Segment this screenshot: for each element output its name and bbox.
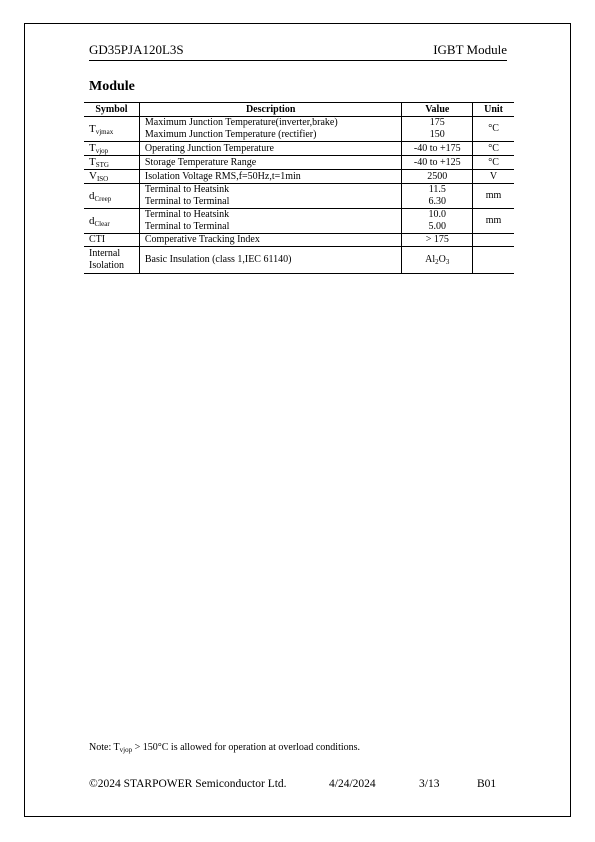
- page-header: [89, 41, 507, 61]
- description-cell: Isolation Voltage RMS,f=50Hz,t=1min: [139, 170, 402, 184]
- table-row: [84, 156, 514, 170]
- description-cell: Basic Insulation (class 1,IEC 61140): [139, 247, 402, 274]
- description-cell: [139, 117, 402, 142]
- symbol-main: V: [89, 170, 97, 182]
- note-subscript: vjop: [119, 746, 133, 754]
- description-cell: [139, 209, 402, 234]
- symbol-main: d: [89, 214, 95, 227]
- unit-cell: °C: [473, 142, 514, 156]
- description-cell: Operating Junction Temperature: [139, 142, 402, 156]
- symbol-line: Isolation: [89, 260, 124, 271]
- col-header-value: Value: [402, 103, 473, 117]
- symbol-cell: [84, 247, 139, 274]
- value-line: 175: [429, 117, 445, 128]
- description-line: Terminal to Heatsink: [144, 184, 230, 195]
- symbol-main: T: [89, 122, 96, 135]
- formula-o: O: [438, 254, 446, 265]
- value-line: 6.30: [428, 196, 447, 207]
- symbol-subscript: STG: [95, 161, 109, 169]
- table-row: [84, 184, 514, 209]
- part-number: GD35PJA120L3S: [89, 42, 184, 57]
- unit-cell: V: [473, 170, 514, 184]
- value-line: 11.5: [428, 184, 446, 195]
- footer-copyright: ©2024 STARPOWER Semiconductor Ltd.: [89, 778, 287, 790]
- description-cell: Storage Temperature Range: [139, 156, 402, 170]
- module-spec-table: [84, 102, 514, 274]
- unit-cell: °C: [473, 156, 514, 170]
- unit-cell: [473, 247, 514, 274]
- description-cell: Comperative Tracking Index: [139, 234, 402, 247]
- table-header-row: [84, 103, 514, 117]
- table-row: [84, 170, 514, 184]
- col-header-symbol: Symbol: [84, 103, 139, 117]
- description-line: Maximum Junction Temperature (rectifier): [144, 129, 317, 140]
- description-line: Terminal to Heatsink: [144, 209, 230, 220]
- table-row: [84, 117, 514, 142]
- description-line: Maximum Junction Temperature(inverter,brake): [144, 117, 338, 128]
- value-cell: -40 to +175: [402, 142, 473, 156]
- formula-sub: 2: [435, 258, 439, 266]
- symbol-subscript: vjmax: [95, 127, 114, 136]
- footer-date: 4/24/2024: [329, 778, 376, 790]
- value-cell: > 175: [402, 234, 473, 247]
- symbol-subscript: vjop: [95, 147, 109, 155]
- value-cell: [402, 184, 473, 209]
- formula-al: Al: [425, 254, 436, 265]
- value-cell: 2500: [402, 170, 473, 184]
- section-title: Module: [89, 79, 135, 94]
- symbol-main: T: [89, 156, 96, 168]
- col-header-unit: Unit: [473, 103, 514, 117]
- description-line: Terminal to Terminal: [144, 196, 230, 207]
- symbol-main: d: [89, 189, 95, 202]
- unit-cell: [473, 234, 514, 247]
- symbol-cell: [84, 170, 139, 184]
- table-row: [84, 209, 514, 234]
- symbol-cell: [84, 142, 139, 156]
- symbol-cell: [84, 117, 139, 142]
- product-type: IGBT Module: [433, 42, 507, 57]
- table-row: [84, 234, 514, 247]
- col-header-description: Description: [139, 103, 402, 117]
- value-line: 150: [429, 129, 445, 140]
- description-line: Terminal to Terminal: [144, 221, 230, 232]
- note-prefix: Note: T: [89, 742, 120, 753]
- value-cell: -40 to +125: [402, 156, 473, 170]
- symbol-line: Internal: [89, 248, 121, 259]
- symbol-cell: [84, 156, 139, 170]
- symbol-cell: [84, 184, 139, 209]
- symbol-subscript: ISO: [96, 175, 109, 183]
- value-line: 5.00: [428, 221, 447, 232]
- unit-cell: °C: [473, 117, 514, 142]
- symbol-subscript: Creep: [94, 194, 112, 203]
- note-suffix: > 150°C is allowed for operation at overload conditions.: [132, 742, 361, 753]
- symbol-cell: CTI: [84, 234, 139, 247]
- footer-revision: B01: [477, 778, 497, 790]
- symbol-subscript: Clear: [94, 219, 110, 228]
- symbol-cell: [84, 209, 139, 234]
- footer-page-number: 3/13: [419, 778, 440, 790]
- formula-sub: 3: [445, 258, 450, 266]
- overload-note: [89, 742, 360, 753]
- symbol-main: T: [89, 142, 96, 154]
- unit-cell: mm: [473, 184, 514, 209]
- value-cell: [402, 209, 473, 234]
- table-row: [84, 247, 514, 274]
- unit-cell: mm: [473, 209, 514, 234]
- description-cell: [139, 184, 402, 209]
- table-row: [84, 142, 514, 156]
- value-line: 10.0: [428, 209, 447, 220]
- value-cell: [402, 117, 473, 142]
- value-cell: [402, 247, 473, 274]
